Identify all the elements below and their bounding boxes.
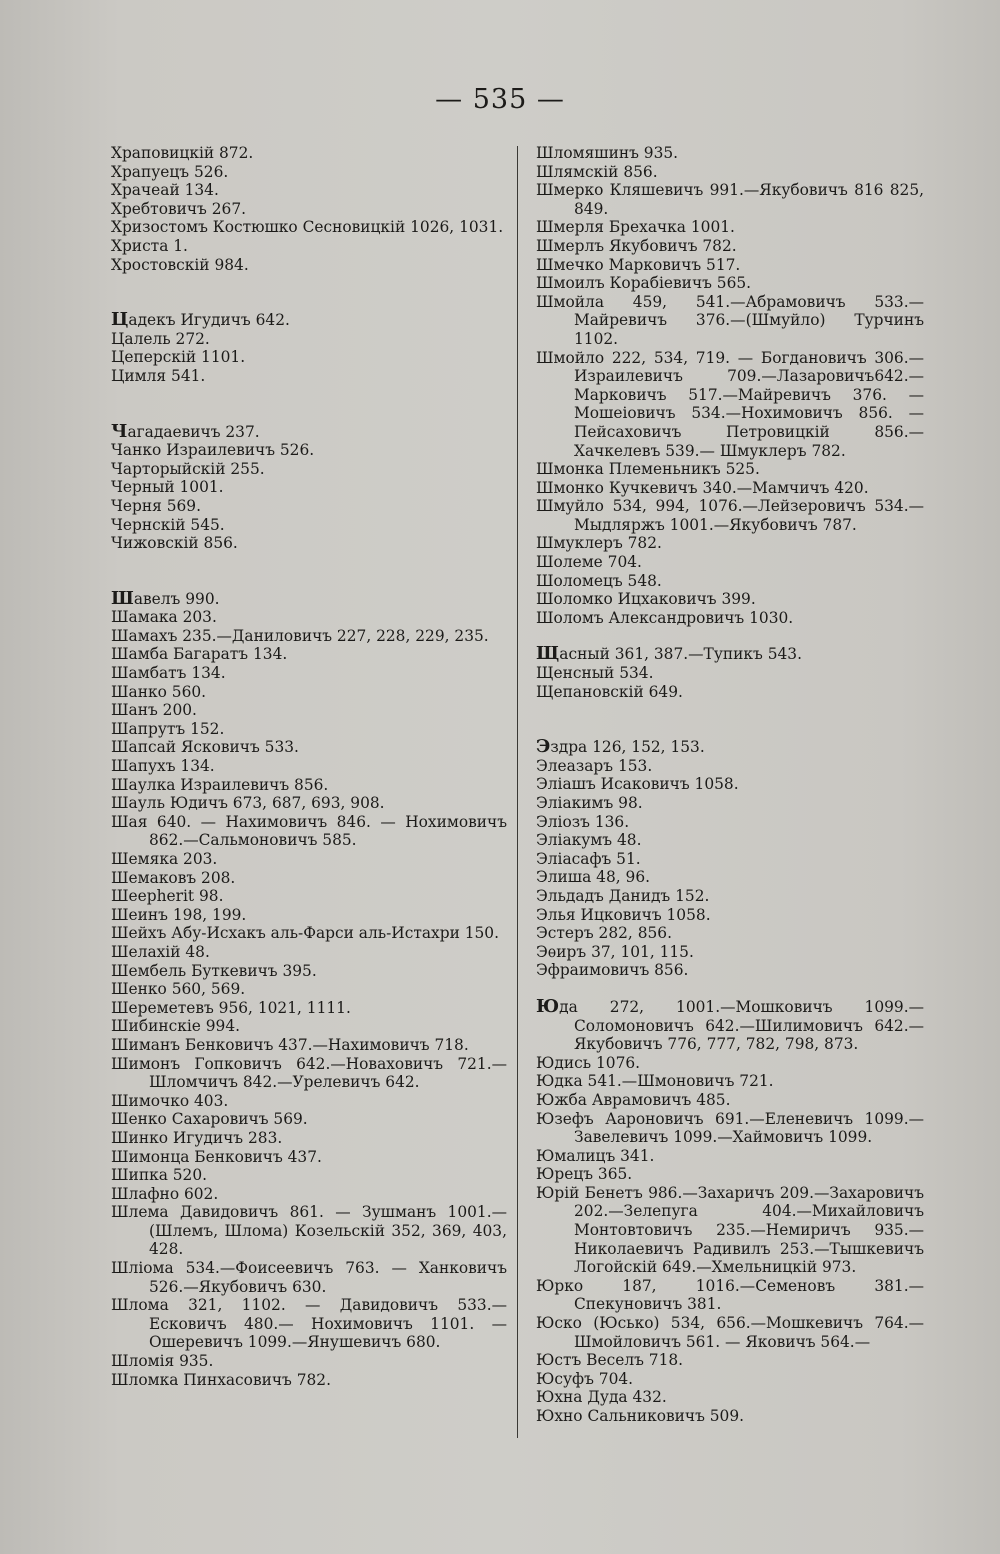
index-entry [111,367,507,386]
index-entry-text: Шлямскій 856. [536,162,658,181]
index-entry-text: да 272, 1001.—Мошковичъ 1099.—Соломоновичъ 642.—Шилимовичъ 642.—Якубовичъ 776, 777, 782, 798, 873. [559,997,924,1054]
index-entry-text: Щенсный 534. [536,664,654,683]
index-entry-text: Щепановскій 649. [536,682,683,701]
index-entry-text: Эѳиръ 37, 101, 115. [536,942,694,961]
index-entry [111,1036,507,1055]
index-entry [111,943,507,962]
index-entry [536,479,924,498]
index-entry [111,1203,507,1259]
index-entry-text: Элья Ицковичъ 1058. [536,905,711,924]
index-entry [536,1072,924,1091]
index-entry-text: Шибинскіе 994. [111,1017,241,1036]
index-entry [111,887,507,906]
index-entry [111,1092,507,1111]
index-entry-text: Хризостомъ Костюшко Сесновицкій 1026, 1031. [111,218,504,237]
index-entry [111,420,507,442]
index-entry-text: Юхно Сальниковичъ 509. [536,1407,745,1425]
index-entry [536,995,924,1054]
index-entry [111,683,507,702]
index-entry [536,813,924,832]
index-entry [111,906,507,925]
index-entry [111,1017,507,1036]
index-entry-text: Элиша 48, 96. [536,868,651,887]
index-entry-text: авелъ 990. [133,589,220,608]
index-entry [536,572,924,591]
index-entry [111,1352,507,1371]
index-entry-text: Черный 1001. [111,478,224,497]
index-entry-text: Хростовскій 984. [111,255,249,274]
index-entry [111,1129,507,1148]
index-entry-text: Шая 640. — Нахимовичъ 846. — Нохимовичъ 862.—Сальмоновичъ 585. [111,812,507,850]
index-entry-text: Шломія 935. [111,1352,214,1371]
right-column [536,144,924,1426]
index-entry [111,1148,507,1167]
index-entry-text: Шенко 560, 569. [111,980,246,999]
index-entry-text: Юзефъ Аароновичъ 691.—Еленевичъ 1099.— Завелевичъ 1099.—Хаймовичъ 1099. [536,1109,924,1147]
index-entry-text: Шмерля Брехачка 1001. [536,218,735,237]
index-entry [111,608,507,627]
index-entry [536,534,924,553]
index-letter-group [536,645,924,701]
index-entry [111,534,507,553]
index-entry-text: Шломка Пинхасовичъ 782. [111,1370,331,1389]
index-entry-text: Шмуклеръ 782. [536,534,662,553]
index-entry-text: Шмечко Марковичъ 517. [536,255,741,274]
index-entry [536,144,924,163]
index-entry [111,441,507,460]
index-entry [536,497,924,534]
index-entry-text: Шамбатъ 134. [111,664,226,683]
index-entry-text: Шмерлъ Якубовичъ 782. [536,236,737,255]
index-entry-text: Шмоилъ Корабіевичъ 565. [536,274,752,293]
index-entry-text: Чанко Израилевичъ 526. [111,441,315,460]
index-entry-text: Юмалицъ 341. [536,1146,655,1165]
index-entry [536,553,924,572]
index-entry [111,962,507,981]
index-entry-text: Эліакумъ 48. [536,831,642,850]
index-entry [536,293,924,349]
index-entry [111,1185,507,1204]
index-letter-group [536,995,924,1426]
index-entry-text: Юдись 1076. [536,1053,641,1072]
index-entry [536,181,924,218]
index-entry-text: Шоломъ Александровичъ 1030. [536,608,794,627]
index-entry [536,887,924,906]
index-letter-group [111,144,507,274]
index-entry-text: Шломяшинъ 935. [536,144,679,162]
index-entry-text: Шамака 203. [111,608,217,627]
index-entry-text: Храчеай 134. [111,181,219,200]
index-entry [111,757,507,776]
index-entry-text: Шиманъ Бенковичъ 437.—Нахимовичъ 718. [111,1035,469,1054]
index-entry [536,1147,924,1166]
index-entry [111,200,507,219]
index-entry [536,609,924,628]
index-letter-group [111,420,507,553]
index-entry-text: Шауль Юдичъ 673, 687, 693, 908. [111,794,385,813]
index-entry [536,924,924,943]
index-entry-text: Шолеме 704. [536,553,642,572]
index-entry-text: Шанко 560. [111,682,207,701]
index-entry-text: Храпуецъ 526. [111,162,229,181]
index-entry-text: Юстъ Веселъ 718. [536,1351,684,1370]
index-letter-group [111,587,507,1390]
index-entry [111,1110,507,1129]
index-entry-text: Шимонца Бенковичъ 437. [111,1147,322,1166]
index-entry-text: Цеперскій 1101. [111,348,246,367]
index-entry-text: Цалель 272. [111,329,210,348]
index-entry [111,460,507,479]
index-letter-group [536,738,924,980]
section-initial-letter: Э [536,736,551,758]
index-entry [536,1351,924,1370]
index-entry [111,144,507,163]
index-entry [536,683,924,702]
index-entry [536,460,924,479]
section-initial-letter: Ц [111,309,129,331]
index-entry [111,478,507,497]
index-entry [111,738,507,757]
index-entry [536,868,924,887]
index-entry-text: Чарторыйскій 255. [111,459,265,478]
index-entry [536,590,924,609]
index-entry [111,1055,507,1092]
index-entry [111,627,507,646]
index-entry [111,163,507,182]
index-entry [536,794,924,813]
section-initial-letter: Ч [111,420,128,442]
index-entry [536,1388,924,1407]
index-entry-text: Эліашъ Исаковичъ 1058. [536,775,739,794]
index-entry [536,850,924,869]
index-entry-text: Шлема Давидовичъ 861. — Зушманъ 1001.— (Шлемъ, Шлома) Козельскій 352, 369, 403, 428. [111,1203,507,1259]
index-entry [111,330,507,349]
index-entry [111,587,507,609]
index-entry-text: Эліасафъ 51. [536,849,641,868]
index-entry [111,701,507,720]
index-entry [111,1296,507,1352]
index-entry-text: Черня 569. [111,496,201,515]
index-entry-text: Шоломко Ицхаковичъ 399. [536,590,756,609]
index-entry-text: Хребтовичъ 267. [111,199,247,218]
index-entry [536,738,924,757]
index-entry [536,349,924,461]
index-entry [536,906,924,925]
index-entry-text: Чижовскій 856. [111,534,238,553]
index-entry-text: Шмонка Племеньникъ 525. [536,460,760,479]
index-entry [536,831,924,850]
index-entry-text: Чернскій 545. [111,515,225,534]
index-entry [111,181,507,200]
index-entry [536,1277,924,1314]
index-entry-text: Шипка 520. [111,1166,208,1185]
index-entry [111,924,507,943]
index-entry [111,999,507,1018]
index-entry-text: здра 126, 152, 153. [550,738,705,757]
index-entry-text: Храповицкій 872. [111,144,254,162]
index-entry [111,645,507,664]
index-entry [536,256,924,275]
index-entry-text: Шмойло 222, 534, 719. — Богдановичъ 306.— Израилевичъ 709.—Лазаровичъ642.—Марковичъ 517.—Майревичъ 376. — Мошеіовичъ 534.—Нохимовичъ 856. — Пейсаховичъ Петровицкій 856.—Хачкелевъ 539.— Шмуклеръ 782. [536,348,924,460]
index-entry [536,1314,924,1351]
index-entry-text: Цимля 541. [111,366,206,385]
index-entry-text: Шмойла 459, 541.—Абрамовичъ 533.—Майревичъ 376.—(Шмуйло) Турчинъ 1102. [536,292,924,348]
index-entry [111,1371,507,1390]
index-entry [536,218,924,237]
index-entry-text: Южба Аврамовичъ 485. [536,1090,731,1109]
index-entry-text: адекъ Игудичъ 642. [128,311,290,330]
index-entry [536,943,924,962]
index-entry [111,776,507,795]
index-entry [536,664,924,683]
index-entry [536,163,924,182]
index-entry-text: Шанъ 200. [111,701,197,720]
index-entry [536,1370,924,1389]
index-entry-text: агадаевичъ 237. [127,422,260,441]
index-entry-text: Юхна Дуда 432. [536,1388,667,1407]
page-number: — 535 — [435,84,565,115]
index-entry-text: Шоломецъ 548. [536,571,662,590]
index-entry-text: Шаулка Израилевичъ 856. [111,775,329,794]
index-entry [111,664,507,683]
index-entry-text: Шимонъ Гопковичъ 642.—Новаховичъ 721.— Шломчичъ 842.—Урелевичъ 642. [111,1054,507,1092]
index-entry [536,1091,924,1110]
index-entry-text: Шапсай Ясковичъ 533. [111,738,299,757]
index-entry-text: Эльдадъ Данидъ 152. [536,886,710,905]
index-entry [536,645,924,664]
index-entry-text: Шмонко Кучкевичъ 340.—Мамчичъ 420. [536,478,869,497]
index-entry [111,1166,507,1185]
index-entry-text: Эліакимъ 98. [536,794,643,812]
index-entry-text: Шеерherit 98. [111,887,224,906]
left-column [111,144,507,1389]
index-entry-text: Шлома 321, 1102. — Давидовичъ 533.—Есковичъ 480.— Нохимовичъ 1101. — Ошеревичъ 1099.—Янушевичъ 680. [111,1296,507,1352]
index-entry [111,516,507,535]
index-entry-text: Юрій Бенетъ 986.—Захаричъ 209.—Захаровичъ 202.—Зелепуга 404.—Михайловичъ Монтовтовичъ 235.—Немиричъ 935.—Николаевичъ Радивилъ 253.—Тышкевичъ Логойскій 649.—Хмельницкій 973. [536,1183,924,1277]
index-entry [536,237,924,256]
index-entry-text: Элеазаръ 153. [536,756,653,775]
index-entry [111,720,507,739]
index-entry [536,1407,924,1426]
index-entry [111,980,507,999]
index-entry-text: Шембель Буткевичъ 395. [111,961,317,980]
index-letter-group [111,311,507,385]
index-entry-text: Шинко Игудичъ 283. [111,1128,283,1147]
index-entry-text: Шемаковъ 208. [111,868,236,887]
section-initial-letter: Щ [536,643,560,665]
index-entry [536,1110,924,1147]
index-entry-text: Шереметевъ 956, 1021, 1111. [111,998,351,1017]
index-entry [536,274,924,293]
index-entry-text: Шмуйло 534, 994, 1076.—Лейзеровичъ 534.— Мыдляржъ 1001.—Якубовичъ 787. [536,497,924,534]
index-entry-text: Шапрутъ 152. [111,719,225,738]
index-entry [111,348,507,367]
index-entry-text: Юско (Юсько) 534, 656.—Мошкевичъ 764.— Шмойловичъ 561. — Яковичъ 564.— [536,1314,924,1351]
column-divider [517,146,518,1438]
index-entry [111,1259,507,1296]
index-entry [111,311,507,330]
index-entry [536,1184,924,1277]
index-entry-text: Шемяка 203. [111,850,218,868]
index-entry [111,869,507,888]
index-entry-text: Юдка 541.—Шмоновичъ 721. [536,1072,774,1091]
index-entry-text: Шмерко Кляшевичъ 991.—Якубовичъ 816 825, 849. [536,181,924,218]
index-entry [536,961,924,980]
index-entry-text: Шамахъ 235.—Даниловичъ 227, 228, 229, 235. [111,626,489,645]
index-entry [111,237,507,256]
section-initial-letter: Ш [111,587,134,609]
section-initial-letter: Ю [536,995,560,1017]
index-entry-text: Эстеръ 282, 856. [536,924,672,943]
index-entry [111,850,507,869]
index-entry-text: Шелахій 48. [111,942,210,961]
index-entry-text: Юрко 187, 1016.—Семеновъ 381.—Спекуновичъ 381. [536,1276,924,1314]
index-entry [111,497,507,516]
index-entry-text: Шенко Сахаровичъ 569. [111,1110,308,1129]
index-entry-text: Шлiома 534.—Фоисеевичъ 763. — Ханковичъ 526.—Якубовичъ 630. [111,1259,507,1296]
index-entry-text: Шлафно 602. [111,1184,219,1203]
index-entry [111,218,507,237]
index-entry-text: Шамба Багаратъ 134. [111,645,288,664]
index-entry-text: Шимочко 403. [111,1091,229,1110]
index-entry-text: Шеинъ 198, 199. [111,905,247,924]
index-entry [536,1165,924,1184]
index-entry-text: Юсуфъ 704. [536,1369,634,1388]
index-entry [536,775,924,794]
index-entry-text: Шейхъ Абу-Исхакъ аль-Фарси аль-Истахри 150. [111,924,499,943]
index-entry-text: Эліозъ 136. [536,812,630,831]
index-entry-text: Шапухъ 134. [111,757,215,776]
index-letter-group [536,144,924,627]
index-entry-text: Эфраимовичъ 856. [536,961,689,980]
index-entry [111,256,507,275]
index-entry [111,813,507,850]
index-entry-text: Христа 1. [111,236,188,255]
index-entry [536,1054,924,1073]
index-entry [536,757,924,776]
index-entry-text: асный 361, 387.—Тупикъ 543. [559,645,802,664]
index-entry-text: Юрецъ 365. [536,1165,633,1184]
index-entry [111,794,507,813]
